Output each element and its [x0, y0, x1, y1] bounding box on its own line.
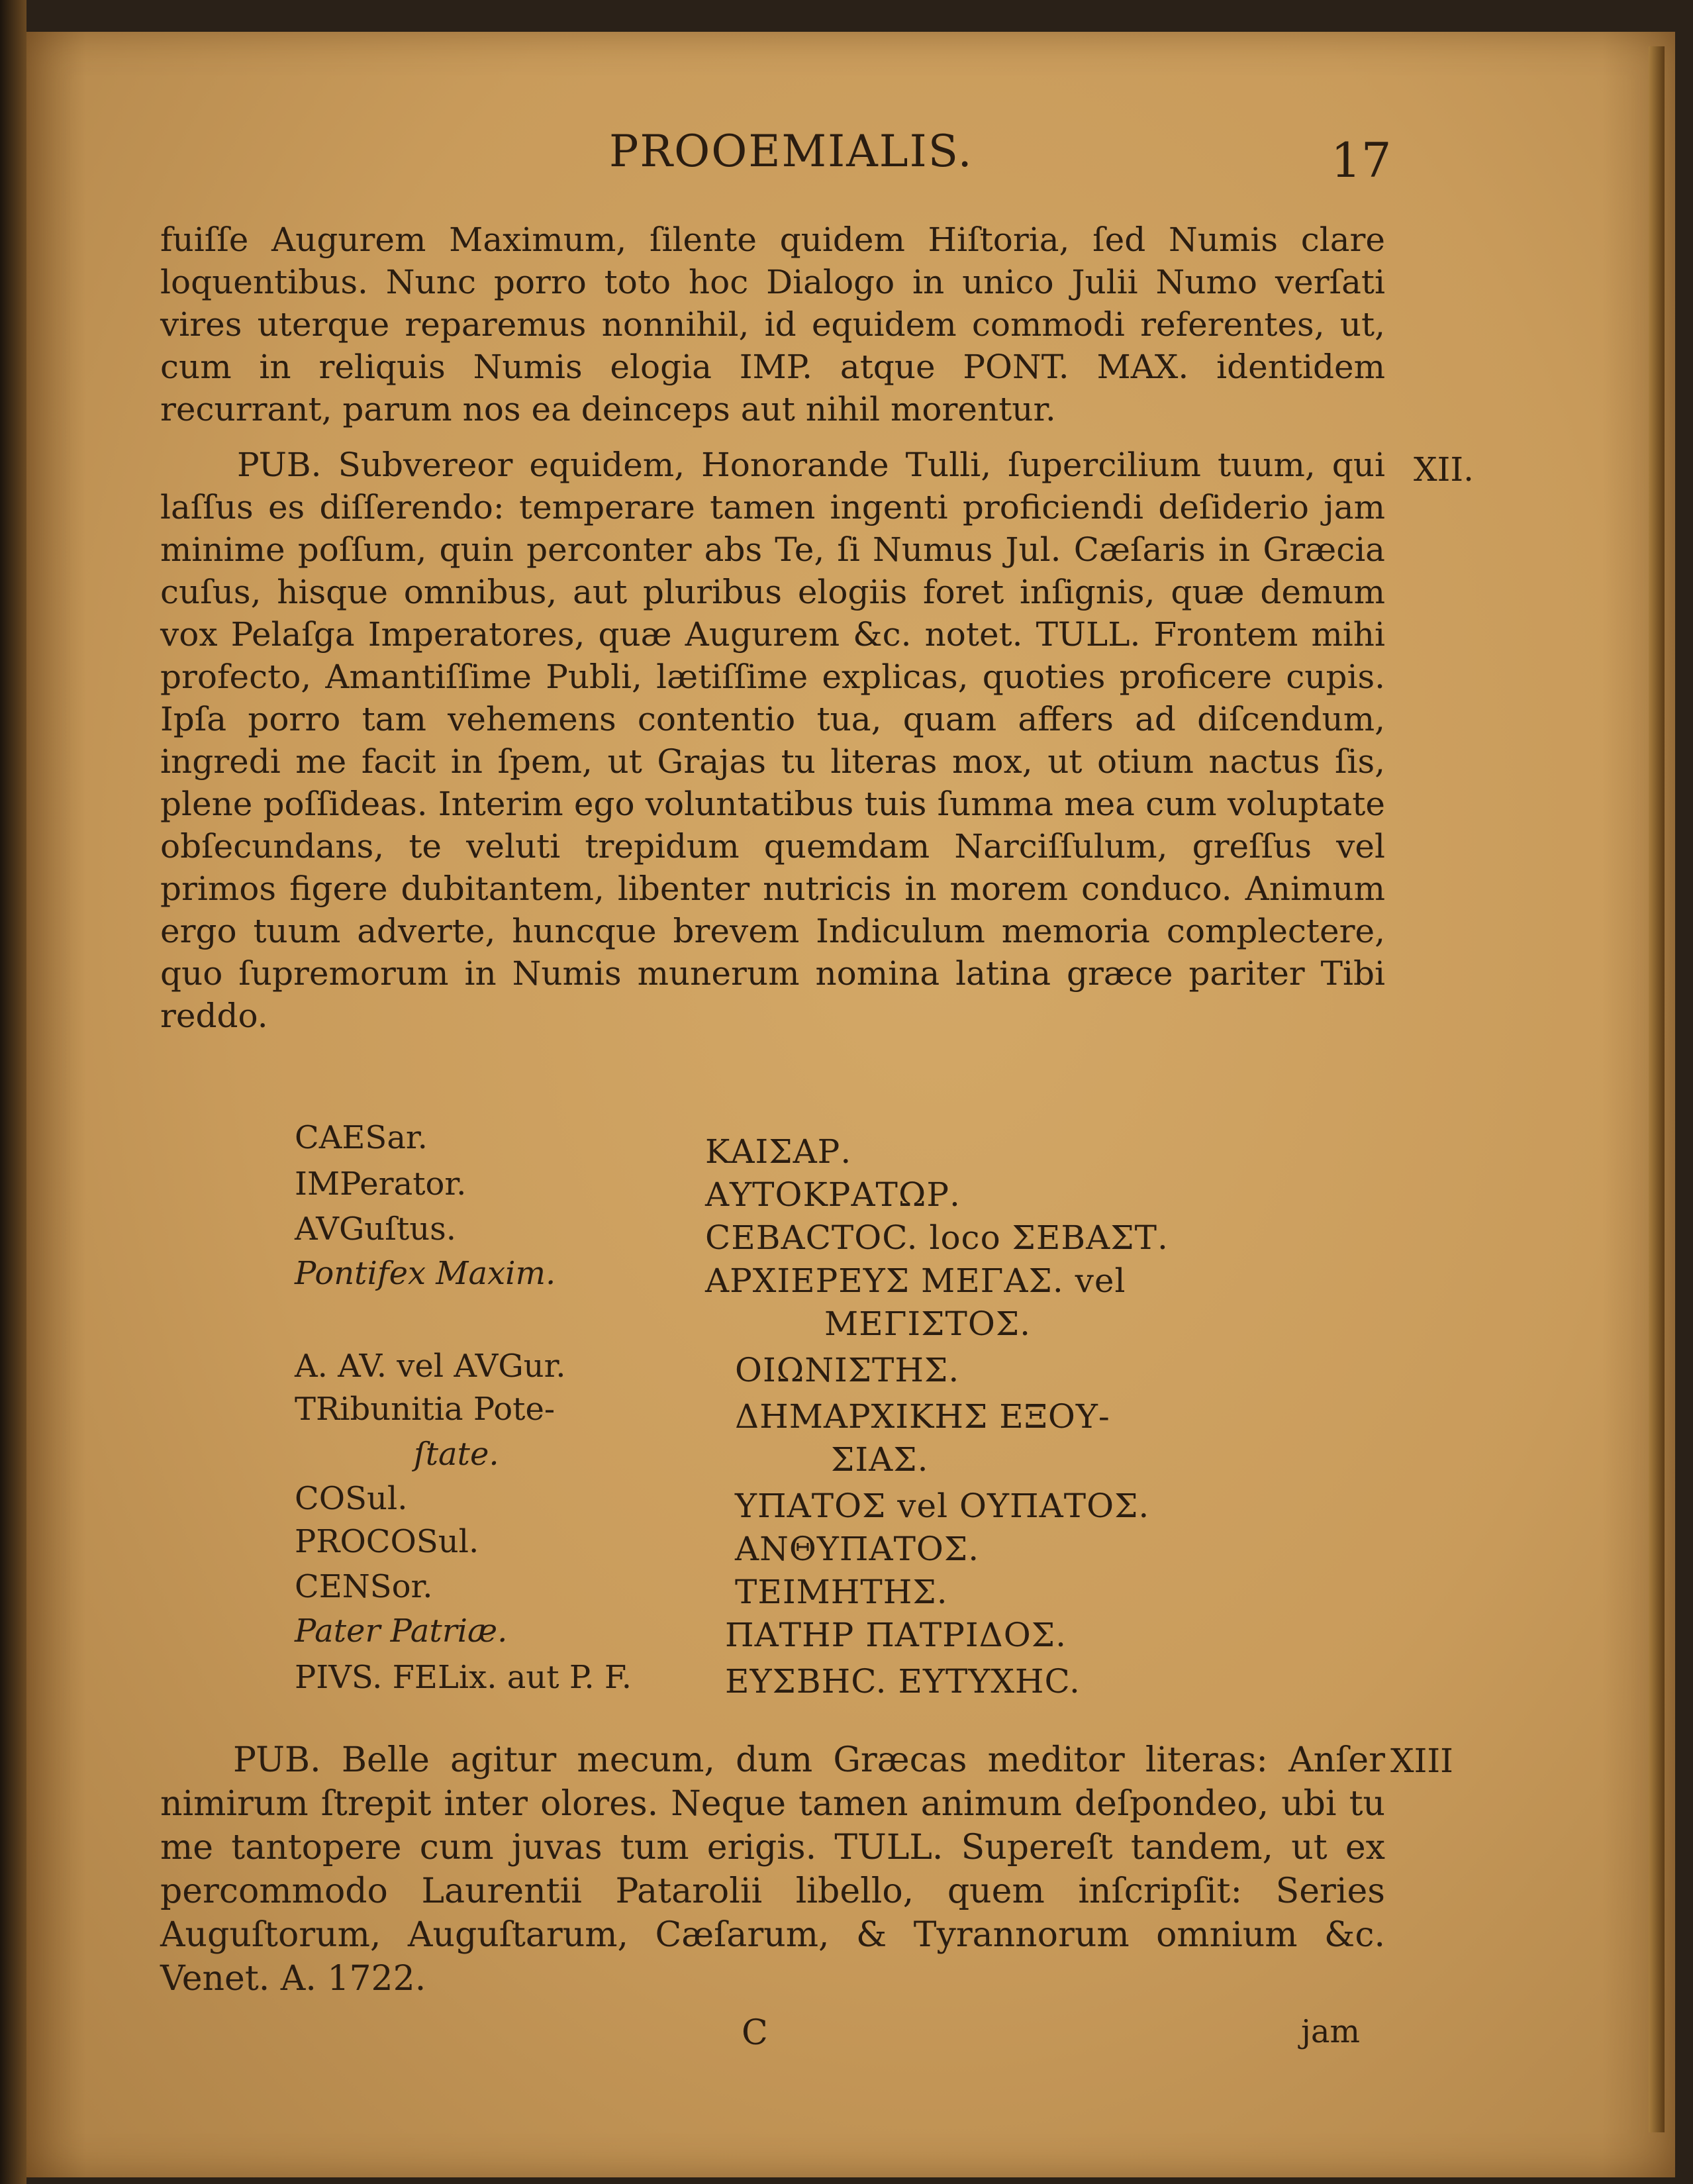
- latin-title: CENSor.: [295, 1568, 433, 1605]
- paragraph-1: [160, 219, 1385, 430]
- latin-title: AVGuſtus.: [295, 1211, 457, 1248]
- greek-title: ΑΡΧΙΕΡΕΥΣ ΜΕΓΑΣ. vel: [705, 1262, 1126, 1300]
- catchword: jam: [1301, 2013, 1361, 2050]
- paragraph-3: [160, 1738, 1385, 2001]
- greek-title: ΠΑΤΗΡ ΠΑΤΡΙΔΟΣ.: [725, 1616, 1067, 1654]
- margin-note-xiii: XIII: [1390, 1742, 1453, 1780]
- paragraph-2-text: PUB. Subvereor equidem, Honorande Tulli, ſupercilium tuum, qui laſſus es diſſerendo: temperare tamen ingenti proficiendi deſiderio jam minime poſſum, quin perconter abs Te, ſi Numus Jul. Cæſaris in Græcia cuſus, hisque omnibus, aut pluribus elogiis foret inſignis, quæ demum vox Pelaſga Imperatores, quæ Augurem &c. notet. TULL. Frontem mihi profecto, Amantiſſime Publi, lætiſſime explicas, quoties proficere cupis. Ipſa porro tam vehemens contentio tua, quam affers ad diſcendum, ingredi me facit in ſpem, ut Grajas tu literas mox, ut otium nactus ſis, plene poſſideas. Interim ego voluntatibus tuis ſumma mea cum voluptate obſecundans, te veluti trepidum quemdam Narciſſulum, greſſus vel primos figere dubitantem, libenter nutricis in morem conduco. Animum ergo tuum adverte, huncque brevem Indiculum memoria complectere, quo ſupremorum in Numis munerum nomina latina græce pariter Tibi reddo.: [160, 446, 1385, 1035]
- greek-title: ΔΗΜΑΡΧΙΚΗΣ ΕΞΟΥ-: [735, 1397, 1110, 1436]
- book-gutter: [0, 0, 26, 2184]
- greek-title: ΕΥΣΒΗC. ΕΥΤΥΧΗC.: [725, 1662, 1081, 1701]
- margin-note-xii: XII.: [1414, 450, 1474, 489]
- greek-title: ΥΠΑΤΟΣ vel ΟΥΠΑΤΟΣ.: [735, 1487, 1150, 1525]
- greek-title: ΑΝΘΥΠΑΤΟΣ.: [735, 1530, 980, 1568]
- paragraph-3-text: PUB. Belle agitur mecum, dum Græcas meditor literas: Anſer nimirum ſtrepit inter olores. Neque tamen animum deſpondeo, ubi tu me tantopere cum juvas tum erigis. TULL. Supereſt tandem, ut ex percommodo Laurentii Patarolii libello, quem inſcripſit: Series Auguſtorum, Auguſtarum, Cæſarum, & Tyrannorum omnium &c. Venet. A. 1722.: [160, 1740, 1385, 1999]
- paragraph-2: [160, 444, 1385, 1037]
- latin-title: CAESar.: [295, 1119, 428, 1156]
- greek-title: ΑΥΤΟΚΡΑΤΩΡ.: [705, 1175, 961, 1214]
- greek-title: ΟΙΩΝΙΣΤΗΣ.: [735, 1351, 960, 1389]
- greek-title: ΜΕΓΙΣΤΟΣ.: [824, 1305, 1032, 1343]
- greek-title: ΚΑΙΣΑΡ.: [705, 1132, 852, 1171]
- latin-title: TRibunitia Pote-: [295, 1391, 556, 1428]
- latin-title: Pontifex Maxim.: [295, 1255, 556, 1292]
- latin-title: COSul.: [295, 1480, 408, 1517]
- page-fore-edge: [1649, 46, 1665, 2132]
- latin-title: PROCOSul.: [295, 1523, 479, 1560]
- greek-title: ΤΕΙΜΗΤΗΣ.: [735, 1573, 948, 1611]
- page-number: 17: [1331, 132, 1392, 188]
- latin-title: A. AV. vel AVGur.: [295, 1348, 566, 1385]
- running-header: PROOEMIALIS.: [609, 126, 973, 177]
- signature-mark: C: [742, 2013, 768, 2053]
- paragraph-1-text: fuiſſe Augurem Maximum, ſilente quidem Hiſtoria, ſed Numis clare loquentibus. Nunc porro toto hoc Dialogo in unico Julii Numo verſati vires uterque reparemus nonnihil, id equidem commodi referentes, ut, cum in reliquis Numis elogia IMP. atque PONT. MAX. identidem recurrant, parum nos ea deinceps aut nihil morentur.: [160, 221, 1385, 428]
- latin-title: PIVS. FELix. aut P. F.: [295, 1659, 632, 1696]
- latin-title: IMPerator.: [295, 1166, 467, 1203]
- greek-title: ΣΙΑΣ.: [831, 1440, 929, 1479]
- greek-title: CEBACTOC. loco ΣΕΒΑΣΤ.: [705, 1218, 1169, 1257]
- latin-title: Pater Patriæ.: [295, 1613, 508, 1650]
- latin-title: ſtate.: [414, 1436, 499, 1473]
